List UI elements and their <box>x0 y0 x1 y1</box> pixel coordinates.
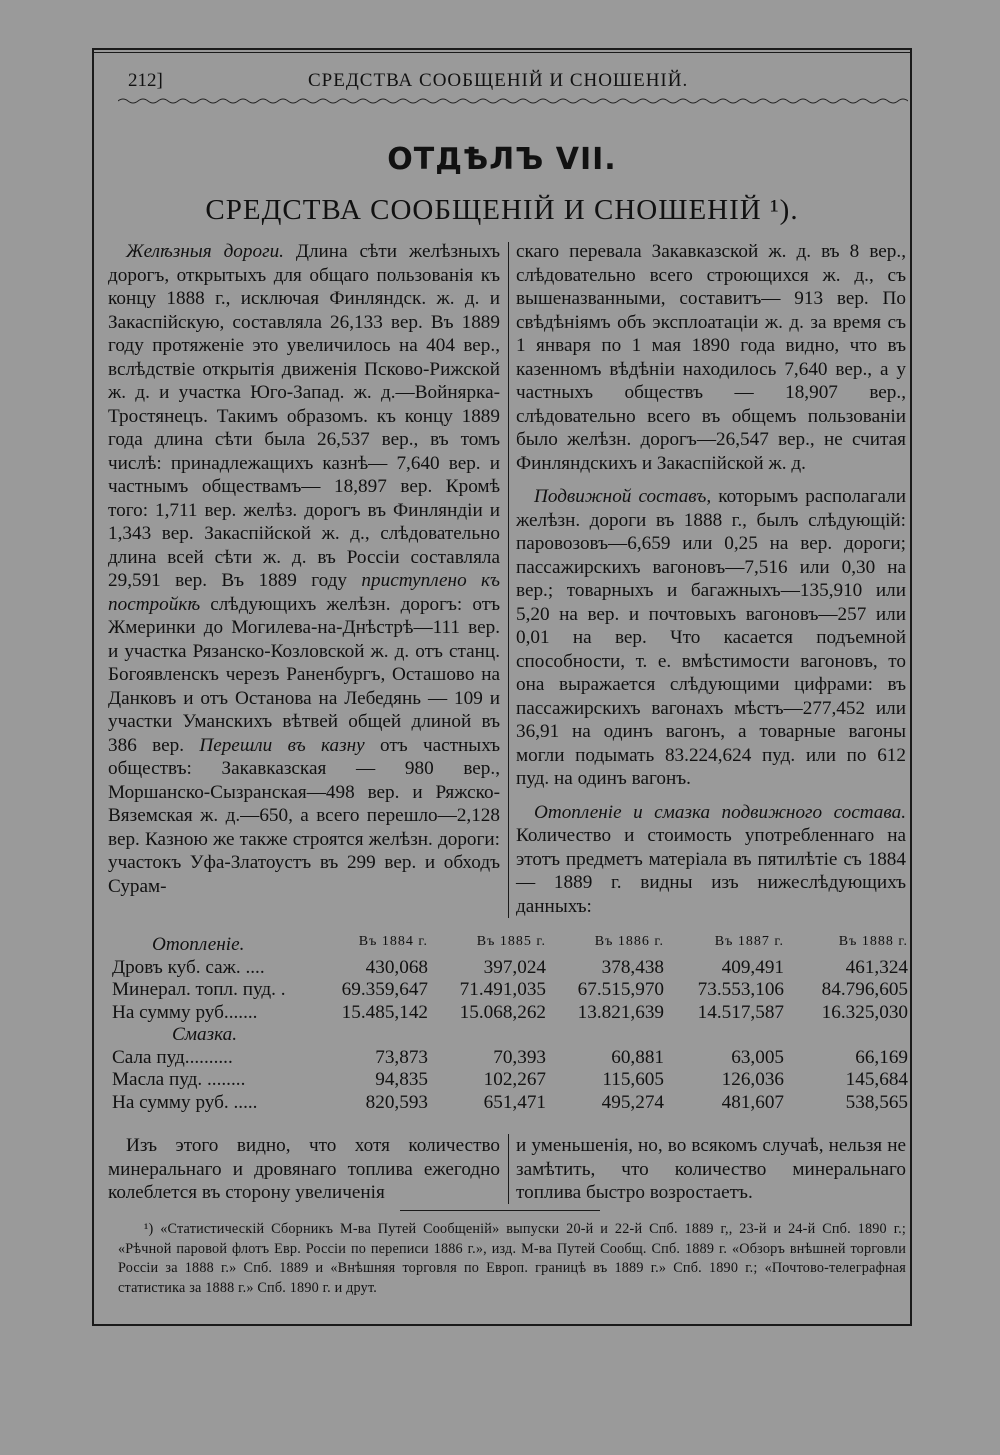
table-cell: 73.553,106 <box>697 979 784 1000</box>
row-label: На сумму руб. ..... <box>112 1091 258 1113</box>
railways-italic-2: Перешли въ казну <box>199 734 365 756</box>
closing-right-text: и уменьшенія, но, во всякомъ случаѣ, нельзя не замѣтить, что количество минеральнаго топлива быстро возростаетъ. <box>516 1135 906 1203</box>
table-cell: 84.796,605 <box>821 979 908 1000</box>
table-cell: 67.515,970 <box>577 979 664 1000</box>
column-divider-top <box>508 242 509 918</box>
heating-header: Отопленіе. <box>152 934 245 955</box>
table-cell: 651,471 <box>483 1091 546 1113</box>
table-cell: 430,068 <box>365 956 428 978</box>
row-label: Дровъ куб. саж. .... <box>112 956 265 978</box>
table-row <box>112 1047 912 1070</box>
closing-left <box>108 1134 500 1205</box>
table-cell: 115,605 <box>602 1069 664 1090</box>
table-cell: 495,274 <box>601 1091 664 1113</box>
right-column <box>516 240 906 918</box>
year-header: Въ 1884 г. <box>358 934 428 949</box>
table-cell: 60,881 <box>611 1046 664 1068</box>
table-row <box>112 1092 912 1115</box>
closing-left-text: Изъ этого видно, что хотя количество минеральнаго и дровянаго топлива ежегодно колеблется въ сторону увеличенія <box>108 1135 500 1203</box>
table-cell: 538,565 <box>845 1091 908 1113</box>
table-cell: 461,324 <box>845 956 908 978</box>
year-header: Въ 1885 г. <box>476 934 546 949</box>
heating-lead: Отопленіе и смазка подвижного состава. <box>534 801 906 823</box>
railways-text-b: слѣдующихъ желѣзн. дорогъ: отъ Жмеринки до Могилева-на-Днѣстрѣ—111 вер. и участка Рязанско-Козловской ж. д. отъ станц. Богоявленскъ черезъ Раненбургъ, Осташово на Данковъ и отъ Останова на Лебедянь — 109 и участки Уманскихъ вѣтвей общей длиной въ 386 вер. <box>108 593 500 756</box>
footnote <box>118 1220 906 1298</box>
table-row <box>112 957 912 980</box>
row-label: Минерал. топл. пуд. . <box>112 979 286 1000</box>
table-row <box>112 979 912 1002</box>
row-label: На сумму руб....... <box>112 1001 258 1023</box>
table-cell: 820,593 <box>365 1091 428 1113</box>
footnote-rule <box>400 1210 600 1211</box>
table-cell: 409,491 <box>721 956 784 978</box>
table-cell: 15.068,262 <box>459 1001 546 1023</box>
table-cell: 481,607 <box>721 1091 784 1113</box>
year-header: Въ 1888 г. <box>838 934 908 949</box>
table-cell: 145,684 <box>845 1069 908 1090</box>
row-label: Сала пуд.......... <box>112 1046 233 1068</box>
running-title: СРЕДСТВА СООБЩЕНІЙ И СНОШЕНІЙ. <box>308 70 689 91</box>
table-cell: 16.325,030 <box>821 1001 908 1023</box>
page-header <box>118 66 908 96</box>
railways-lead: Желѣзныя дороги. <box>126 241 284 262</box>
table-cell: 13.821,639 <box>577 1001 664 1023</box>
closing-right <box>516 1134 906 1205</box>
left-column <box>108 240 500 898</box>
frame-top-rule <box>94 52 910 53</box>
railways-paragraph <box>108 240 500 898</box>
heating-text: Количество и стоимость употребленнаго на этотъ предметъ матеріала въ пятилѣтіе съ 1884 — 1889 г. видны изъ нижеслѣдующихъ данныхъ: <box>516 825 906 917</box>
lubrication-header-row <box>112 1024 912 1047</box>
table-cell: 15.485,142 <box>341 1001 428 1023</box>
railways-text-c: отъ частныхъ обществъ: Закавказская — 980 вер., Моршанско-Сызранская—498 вер. и Ряжско-Вяземская ж. д.—650, а всего перешло—2,128 вер. Казною же также строятся желѣзн. дороги: участокъ Уфа-Златоустъ въ 299 вер. и обходъ Сурам- <box>108 734 500 897</box>
fuel-table <box>112 934 912 1114</box>
table-row <box>112 1002 912 1025</box>
year-header: Въ 1886 г. <box>594 934 664 949</box>
railways-text-a: Длина сѣти желѣзныхъ дорогъ, открытыхъ для общаго пользованія къ концу 1888 г., исключая Финляндск. ж. д. и Закаспійскую, составляла 26,133 вер. Въ 1889 году протяженіе это увеличилось на 404 вер., вслѣдствіе открытія движенія Псково-Рижской ж. д. и участка Юго-Запад. ж. д.—Войнярка-Тростянецъ. Такимъ образомъ. къ концу 1889 года длина сѣти была 26,537 вер., въ томъ числѣ: принадлежащихъ казнѣ— 7,640 вер. и частнымъ обществамъ— 18,897 вер. Кромѣ того: 1,711 вер. желѣз. дорогъ въ Финляндіи и 1,343 вер. Закаспійской ж. д., слѣдовательно длина всей сѣти ж. д. въ Россіи составляла 29,591 вер. Въ 1889 году <box>108 241 501 591</box>
table-cell: 378,438 <box>601 956 664 978</box>
rolling-stock-lead: Подвижной составъ, <box>534 486 712 507</box>
rolling-stock-paragraph <box>516 485 906 791</box>
table-cell: 70,393 <box>493 1046 546 1068</box>
year-header: Въ 1887 г. <box>714 934 784 949</box>
table-cell: 14.517,587 <box>697 1001 784 1023</box>
header-wavy-rule <box>118 96 908 106</box>
table-cell: 63,005 <box>731 1046 784 1068</box>
railways-continued: скаго перевала Закавказской ж. д. въ 8 вер., слѣдовательно всего строющихся ж. д., съ вышеназванными, составитъ— 913 вер. По свѣдѣніямъ объ эксплоатаціи ж. д. за время съ 1 января по 1 мая 1890 года видно, что въ казенномъ вѣдѣніи находилось 7,640 вер., а у частныхъ обществъ — 18,907 вер., слѣдовательно всего въ общемъ пользованіи было желѣзн. дорогъ—26,547 вер., не считая Финляндскихъ и Закаспійской ж. д. <box>516 241 906 474</box>
table-cell: 397,024 <box>483 956 546 978</box>
lubrication-header: Смазка. <box>172 1024 238 1045</box>
table-cell: 73,873 <box>375 1046 428 1068</box>
table-cell: 69.359,647 <box>341 979 428 1000</box>
table-cell: 94,835 <box>375 1069 428 1090</box>
table-cell: 71.491,035 <box>459 979 546 1000</box>
table-row <box>112 1069 912 1092</box>
page-number: 212] <box>128 70 163 91</box>
table-header-row <box>112 934 912 957</box>
row-label: Масла пуд. ........ <box>112 1069 246 1090</box>
table-cell: 102,267 <box>483 1069 546 1090</box>
railways-italic-1: приступлено къ постройкѣ <box>108 570 500 615</box>
table-cell: 126,036 <box>721 1069 784 1090</box>
section-title: ОТДѢЛЪ VII. <box>387 142 617 177</box>
section-subtitle: СРЕДСТВА СООБЩЕНІЙ И СНОШЕНІЙ ¹). <box>205 194 799 226</box>
table-cell: 66,169 <box>855 1046 908 1068</box>
column-divider-bottom <box>508 1134 509 1204</box>
rolling-stock-text: которымъ располагали желѣзн. дороги въ 1888 г., былъ слѣдующій: паровозовъ—6,659 или 0,25 на вер. дороги; пассажирскихъ вагоновъ—7,516 или 0,30 на вер.; товарныхъ и багажныхъ—135,910 или 5,20 на вер. и почтовыхъ вагоновъ—257 или 0,01 на вер. Что касается подъемной способности, т. е. вмѣстимости вагоновъ, то она выражается слѣдующими цифрами: въ пассажирскихъ вагонахъ мѣстъ—277,452 или 36,91 на одинъ вагонъ, а товарные вагоны могли подымать 83.224,624 пуд. или по 612 пуд. на одинъ вагонъ. <box>516 486 907 789</box>
footnote-text: ¹) «Статистическій Сборникъ М-ва Путей Сообщеній» выпуски 20-й и 22-й Спб. 1889 г,, 23-й и 24-й Спб. 1890 г.; «Рѣчной паровой флотъ Евр. Россіи по переписи 1886 г.», изд. М-ва Путей Сообщ. Спб. 1889 г. «Обзоръ внѣшней торговли Россіи за 1888 г.» Спб. 1889 и «Внѣшняя торговля по Европ. границѣ въ 1889 г.» Спб. 1890 г.; «Почтово-телеграфная статистика за 1888 г.» Спб. 1890 г. и друт. <box>118 1221 906 1296</box>
heating-paragraph <box>516 801 906 919</box>
